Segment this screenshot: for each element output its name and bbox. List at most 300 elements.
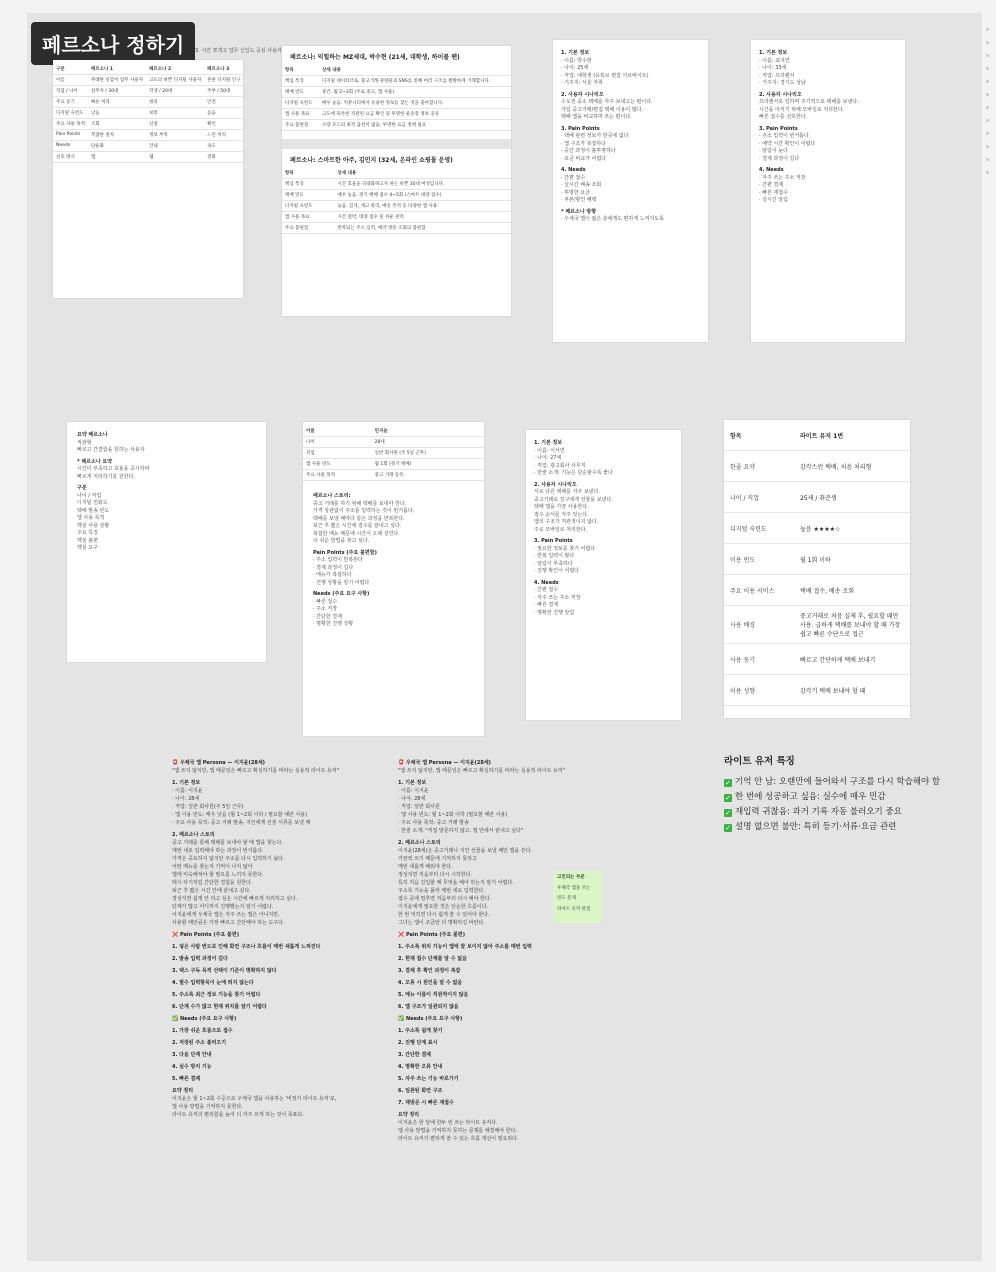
persona-basic-table: [303, 426, 484, 481]
text-line: 택배 앱을 비교하며 쓰는 편이다.: [561, 114, 632, 120]
table-cell: 주요 사용 목적: [53, 119, 88, 130]
text-line: · 빠른 재접수: [759, 189, 788, 196]
text-line: · 주소 입력이 번거롭다: [759, 133, 809, 139]
table-cell: 상세 내용: [334, 168, 511, 179]
text-line: · 메뉴가 복잡하다: [313, 572, 352, 578]
text-line: 5. 자주 쓰는 기능 바로가기: [398, 1076, 459, 1082]
text-line: 1. 넣은 사람 번도로 인해 화면 구조나 흐름이 매번 새롭게 느껴진다: [172, 944, 321, 950]
text-line: ✅ Needs (주요 요구 사항): [398, 1016, 463, 1022]
text-line: 6. 앱 구조가 일관되지 않음: [398, 1004, 459, 1010]
table-cell: 디지털 숙련도: [282, 201, 334, 212]
table-cell: 선호 방식: [53, 152, 88, 163]
text-line: 라이트 유저가 편하게 쓸 수 있는 흐름 개선이 필요하다.: [398, 1136, 519, 1142]
persona-summary-card-5[interactable]: [67, 422, 266, 662]
text-line: 📮 우체국 앱 Persona — 이지윤(28세): [398, 760, 491, 766]
text-line: · 우체국 앱이 젊은 층에게도 편하게 느껴지도록: [561, 216, 664, 222]
text-line: · 쿠폰/할인 혜택: [561, 197, 597, 203]
table-row: [282, 201, 511, 212]
table-cell: [724, 706, 794, 719]
text-line: 앱 사용 방법을 기억하지 못한다.: [172, 1104, 243, 1110]
table-cell: 페르소나 1: [88, 64, 146, 75]
text-line: 가끔씩 쓰기 때문에 기억하지 못하고: [398, 856, 477, 862]
text-line: 3. 다음 단계 안내: [172, 1052, 212, 1058]
check-icon: ✓: [725, 794, 731, 802]
text-line: 2. 사용자 시나리오: [534, 481, 577, 488]
text-line: · 이름: 이서연: [534, 447, 565, 454]
text-line: 수도권 중소 택배를 자주 보내고는 편이다.: [561, 99, 653, 105]
text-line: · 명확한 진행 상황: [313, 621, 354, 627]
text-line: 주요 특징: [77, 530, 98, 536]
table-cell: 혼한 디지털 인구: [204, 75, 243, 86]
text-line: 앱의 구조가 직관적이지 않다.: [534, 519, 599, 525]
table-cell: 이용 빈도: [724, 544, 794, 575]
table-cell: 민지윤: [372, 426, 484, 437]
table-cell: 정보 부족: [146, 130, 204, 141]
text-line: 1. 기본 정보: [398, 780, 427, 786]
text-line: · 택배 관련 정보가 한곳에 없다: [561, 133, 629, 139]
text-line: · 앱 사용 빈도: 월 1~2회 이하 (필요할 때만 사용): [398, 812, 508, 818]
text-line: · 알림이 부족하다: [534, 560, 573, 567]
text-line: 앱 사용 방법을 기억하지 못하는 문제를 해결해야 한다.: [398, 1128, 517, 1134]
table-row: [724, 482, 910, 513]
table-cell: 택배 접수, 배송 조회: [794, 575, 910, 606]
table-cell: 웹: [146, 152, 204, 163]
table-cell: 앱: [88, 152, 146, 163]
table-row: [303, 426, 484, 437]
text-line: 나이 / 직업: [77, 492, 102, 499]
table-cell: 월 1회 (정기 택배): [372, 459, 484, 470]
table-row: [282, 98, 511, 109]
table-cell: Needs: [53, 141, 88, 152]
table-cell: 핵심 특징: [282, 76, 319, 87]
table-cell: 앱 사용 목표: [282, 212, 334, 223]
text-line: 요약 페르소나: [77, 432, 108, 438]
text-line: · 진행 확인이 어렵다: [534, 568, 579, 574]
table-cell: 무례한 실감이 업무 사용자: [88, 75, 146, 86]
text-line: 2. 사용자 시나리오: [759, 91, 802, 98]
text-line: 요약 정리: [172, 1088, 194, 1094]
text-line: 3. 결제 후 확인 과정이 복잡: [398, 968, 461, 974]
text-line: 빠르게 처리하기를 원한다.: [77, 473, 135, 480]
table-row: [53, 108, 243, 119]
scroll-dots: [982, 0, 996, 1272]
persona-note-2[interactable]: [398, 755, 603, 1235]
check-icon: ✓: [725, 809, 731, 817]
table-cell: 항목: [282, 168, 334, 179]
text-line: 서로 다른 택배를 자주 보낸다.: [534, 489, 600, 495]
trait-text: 한 번에 성공하고 싶음: 실수에 매우 민감: [735, 792, 886, 802]
text-line: · 빠른 결제: [534, 602, 559, 608]
table-row: [282, 179, 511, 190]
text-line: 그녀는 앱이 조금만 더 명확하길 바란다.: [398, 920, 485, 926]
text-line: 사용할 때만큼은 가장 빠르고 간단해야 하는 도구다.: [172, 920, 285, 926]
table-cell: 사용 동기: [724, 644, 794, 675]
table-cell: 시간 절약, 대량 접수 및 쉬운 관리: [334, 212, 511, 223]
table-row: [282, 87, 511, 98]
text-line: · 이름: 이지윤: [172, 788, 203, 794]
persona-table-1: [282, 65, 511, 131]
text-line: · 자주 쓰는 주소 저장: [759, 174, 806, 181]
table-row: [724, 513, 910, 544]
text-line: 라이트 유저 관점: [557, 906, 591, 912]
text-line: 5. 주소록 최근 정보 기능을 찾기 어렵다: [172, 992, 261, 998]
table-cell: 중간. 월 2~3회 (주로 중고, 앱 사용): [319, 87, 511, 98]
persona-heading-2: 페르소나: 스마트한 아주, 김민지 (32세, 온라인 쇼핑몰 운영): [290, 157, 453, 164]
card1-heading: 3. 시간 쪼개고 업무 신입도 중심 사용자: [195, 48, 282, 54]
persona-text-card-3[interactable]: [553, 40, 708, 342]
text-line: 매번 새로 입력해야 하는 과정이 번거롭다.: [172, 848, 264, 854]
text-line: · 한줄 소개: "직접 방문하지 않고, 앱 안에서 끝내고 싶다": [398, 828, 524, 834]
text-line: · 이름: 박수현: [561, 57, 592, 64]
table-cell: 실무자 / 30대: [88, 86, 146, 97]
check-icon: ✓: [725, 779, 731, 787]
table-row: [724, 451, 910, 482]
table-cell: 주부 / 50대: [204, 86, 243, 97]
table-row: [282, 65, 511, 76]
text-line: 정성지면 쉽게 안 하고 싶은 시간에 빠르게 처리하고 싶다.: [172, 896, 298, 902]
text-line: · 이름: 최지연: [759, 57, 790, 64]
persona-text-card-7[interactable]: [526, 430, 681, 720]
text-line: 직관형: [77, 439, 92, 446]
text-line: · 거주지: 경기도 성남: [759, 80, 806, 86]
text-line: · 나이: 27세: [534, 455, 562, 461]
trait-text: 기억 안 남: 오랜만에 들어와서 구조를 다시 학습해야 함: [735, 777, 941, 787]
text-line: 1. 기본 정보: [561, 50, 590, 56]
text-line: 퇴근 후 짧은 시간 안에 끝내고 싶다.: [172, 888, 251, 894]
text-line: · 예약 시간 확인이 어렵다: [759, 140, 816, 147]
light-user-table: [724, 420, 910, 718]
text-line: Needs (주요 요구 사항): [313, 591, 370, 597]
table-cell: 편의: [146, 97, 204, 108]
text-line: 1. 기본 정보: [172, 780, 201, 786]
table-cell: 이름: [53, 75, 88, 86]
table-cell: 조회: [88, 119, 146, 130]
table-row: [282, 109, 511, 120]
text-line: 1. 주소록 쉽게 찾기: [398, 1028, 443, 1034]
table-row: [53, 75, 243, 86]
table-cell: 페르소나 2: [146, 64, 204, 75]
text-line: 주로 모바일로 처리한다.: [534, 526, 588, 533]
text-line: 5. 빠른 결제: [172, 1076, 201, 1082]
text-line: · 간편 결제: [759, 182, 784, 188]
text-line: · 간단한 결제: [313, 613, 342, 620]
text-line: · 주소 저장: [313, 606, 338, 612]
table-cell: [794, 706, 910, 719]
text-line: · 앱 구조가 복잡하다: [561, 140, 606, 147]
table-cell: 신청: [146, 119, 204, 130]
text-line: · 결제 과정이 길다: [759, 155, 800, 162]
text-line: 중고 거래를 하기 위해 택배를 보내야 한다.: [313, 500, 407, 507]
text-line: 핵심 불편: [77, 537, 98, 544]
table-row: [303, 437, 484, 448]
table-cell: 매우 높음. 정기 택배 접수 4~5회 (스마트 대량 접수): [334, 190, 511, 201]
table-cell: 디지털 숙련도: [724, 513, 794, 544]
table-cell: 빠르고 간단하게 택배 보내기: [794, 644, 910, 675]
text-line: * 페르소나 방향: [561, 208, 597, 215]
text-line: 3. 간단한 결제: [398, 1052, 432, 1058]
table-cell: 25세 / 취준생: [794, 482, 910, 513]
text-line: 가격 상관없이 주소를 입력하는 것이 번거롭다.: [313, 508, 415, 514]
text-line: 6. 단계 수가 많고 현재 위치를 알기 어렵다: [172, 1004, 267, 1010]
text-line: · 주요 사용 목적: 중고 거래 발송, 지인에게 선물 서류를 보낼 때: [172, 820, 311, 826]
table-row: [724, 544, 910, 575]
text-line: 앱 사용 목적: [77, 515, 105, 521]
sticky-title: 고민되는 부분: [557, 875, 585, 880]
table-cell: 나이 / 직업: [724, 482, 794, 513]
text-line: 더 쉬운 방법을 찾고 싶다.: [313, 538, 370, 544]
text-line: 4. 오류 시 원인을 알 수 없음: [398, 980, 463, 986]
text-line: · 한줄 소개: 기능은 단순할수록 좋다: [534, 470, 613, 476]
text-line: 라이트 유저의 편리함을 높여 더 자주 쓰게 하는 것이 목표다.: [172, 1112, 304, 1118]
table-cell: 한줄 요약: [724, 451, 794, 482]
table-cell: 복잡한 절차: [88, 130, 146, 141]
text-line: ❌ Pain Points (주요 불편): [172, 932, 239, 938]
text-line: · 간편 접수: [561, 174, 586, 181]
text-line: 가입 중고거래/편집 택배 이용이 많다.: [561, 106, 644, 113]
text-line: 접수 중에 멈추면 처음부터 다시 해야 한다.: [398, 896, 492, 902]
table-cell: 소량 모드의 최적 옵션이 없음, 투명한 요금 정책 필요: [319, 120, 511, 131]
table-row: [282, 168, 511, 179]
text-line: 가격은 중요하지 않지만 주소를 다시 입력하기 싫다.: [172, 856, 285, 862]
table-cell: 높음. 검색, 재고 관리, 배송 추적 등 다양한 앱 사용: [334, 201, 511, 212]
text-line: 4. 명확한 오류 안내: [398, 1064, 443, 1070]
table-row: [282, 190, 511, 201]
text-line: 한 번 익히면 다시 쉽게 쓸 수 있어야 한다.: [398, 912, 490, 918]
table-cell: 높음 ★★★★☆: [794, 513, 910, 544]
light-user-table-card[interactable]: [724, 420, 910, 718]
table-cell: 중고 거래 등록: [372, 470, 484, 481]
light-user-trait-item: [724, 820, 940, 832]
text-line: 택배를 보낼 때마다 같은 과정을 반복한다.: [313, 515, 405, 522]
text-line: 정성지면 처음부터 다시 시작한다.: [398, 872, 472, 878]
text-line: 퇴근 후 짧은 시간에 접수를 끝내고 싶다.: [313, 523, 402, 529]
text-line: 📮 우체국 앱 Persona — 이지윤(28세): [172, 760, 265, 766]
table-header-cell: 항목: [724, 420, 794, 451]
text-line: · 빠른 접수: [313, 598, 338, 605]
table-cell: 낮음: [88, 108, 146, 119]
text-line: 2. 발송 입력 과정이 길다: [172, 956, 228, 962]
table-cell: 안전: [204, 97, 243, 108]
text-line: · 직업: 일반 회사원: [398, 804, 440, 810]
table-cell: 항목: [282, 65, 319, 76]
text-line: 시간이 부족하고 효율을 중시하며: [77, 466, 150, 472]
table-cell: 페르소나 3: [204, 64, 243, 75]
table-cell: 안내: [146, 141, 204, 152]
text-line: "앱 쓰지 않지만, 앱 때문일은 빠르고 확실하기를 바라는 실용적 라이트 유저": [398, 768, 565, 774]
table-row: [282, 223, 511, 234]
table-cell: Pain Points: [53, 130, 88, 141]
text-line: · 명확한 진행 알림: [534, 609, 575, 616]
text-line: 3. Pain Points: [759, 125, 798, 132]
table-cell: 감각스런 택배, 처음 처리형: [794, 451, 910, 482]
table-cell: 주요 사용 목적: [303, 470, 372, 481]
table-cell: 높음: [204, 108, 243, 119]
text-line: 매번 새롭게 배워야 한다.: [398, 864, 453, 870]
text-line: · 나이: 28세: [172, 796, 200, 802]
text-line: 프리랜서로 일하며 주기적으로 택배를 보낸다.: [759, 99, 859, 105]
text-line: 시간을 아끼기 위해 모바일로 처리한다.: [759, 106, 845, 113]
table-cell: 주요 이용 서비스: [724, 575, 794, 606]
text-line: · 직업: 대학생 (유튜브 편집 아르바이트): [561, 72, 649, 79]
text-line: 요약 정리: [398, 1112, 420, 1118]
table-row: [303, 448, 484, 459]
table-row: [724, 706, 910, 719]
table-cell: 구분: [53, 64, 88, 75]
text-line: 빠르고 간결함을 원하는 사용자: [77, 447, 145, 453]
table-cell: 보통: [146, 108, 204, 119]
text-line: · 직업: 일반 회사원(주 5일 근무): [172, 804, 244, 810]
table-row: [53, 130, 243, 141]
text-line: 2. 페르소나 스토리: [398, 840, 441, 846]
table-cell: 이용 성향: [724, 675, 794, 706]
persona-comparison-table: [53, 64, 243, 163]
table-cell: 빠른 처리: [88, 97, 146, 108]
text-line: · 앱 이용 빈도: 매우 낮음 (월 1~2회 이하 / 필요할 때만 사용): [172, 812, 308, 818]
text-line: · 직업: 광고회사 사무직: [534, 462, 586, 469]
text-line: 주소록 기능을 몰라 매번 새로 입력한다.: [398, 888, 485, 894]
table-header-row: [724, 420, 910, 451]
text-line: · 자주 쓰는 주소 저장: [534, 594, 581, 601]
persona-text-card-4[interactable]: [751, 40, 905, 342]
text-line: 3. Pain Points: [561, 125, 600, 132]
text-line: ✅ Needs (주요 요구 사항): [172, 1016, 237, 1022]
table-cell: 감각기 택배 보내야 할 때: [794, 675, 910, 706]
text-line: · 주소 입력이 반복된다: [313, 557, 363, 563]
text-line: · 이름: 이지윤: [398, 788, 429, 794]
light-user-trait-item: [724, 790, 940, 802]
table-row: [282, 212, 511, 223]
text-line: · 반복 입력이 많다: [534, 553, 575, 559]
text-line: 이지윤은 월 1~2회 수준으로 우체국 앱을 사용하는 '비정기 라이트 유저'로,: [172, 1096, 337, 1102]
text-line: 복잡한 메뉴 때문에 시간이 오래 걸린다.: [313, 530, 400, 537]
table-cell: 학생 / 20대: [146, 86, 204, 97]
table-cell: 디지털 숙련도: [282, 98, 319, 109]
text-line: 특히 처음 진입할 때 무엇을 해야 하는지 알기 어렵다.: [398, 880, 514, 886]
table-row: [303, 470, 484, 481]
text-line: 1. 가장 쉬운 흐름으로 접수: [172, 1028, 233, 1034]
table-cell: 택배 빈도: [282, 190, 334, 201]
table-cell: 핵심 특징: [282, 179, 334, 190]
table-row: [724, 675, 910, 706]
table-cell: 상세 내용: [319, 65, 511, 76]
table-cell: 고도에 독특한 직관된 요금 확인 및 투명한 운송장 정보 공유: [319, 109, 511, 120]
table-row: [53, 141, 243, 152]
trait-text: 설명 없으면 불안: 특히 등기·서류·요금 관련: [735, 822, 897, 832]
table-cell: 주요 불편점: [282, 120, 319, 131]
text-line: 이지윤은 한 달에 한두 번 쓰는 라이트 유저다.: [398, 1120, 498, 1126]
table-cell: 느린 처리: [204, 130, 243, 141]
persona-detail-card-2[interactable]: [282, 46, 511, 316]
text-line: 4. Needs: [561, 167, 586, 173]
persona-table-2: [282, 168, 511, 234]
text-line: 2. 사용자 시나리오: [561, 91, 604, 98]
persona-story-card-6[interactable]: [303, 422, 484, 736]
text-line: 우체국 앱을 쓰는: [557, 885, 591, 891]
text-line: 택배 발송 빈도: [77, 507, 110, 514]
text-line: 5. 메뉴 이름이 직관적이지 않음: [398, 992, 469, 998]
persona-heading-1: 페르소나: 익힐하는 MZ세대, 박수현 (21세, 대학생, 하이볼 팬): [290, 54, 460, 61]
text-line: · 직업: 프리랜서: [759, 72, 795, 79]
text-line: 6. 일관된 화면 구조: [398, 1088, 443, 1094]
text-line: 7. 재방문 시 빠른 재접수: [398, 1100, 454, 1106]
text-line: 3. Pain Points: [534, 538, 573, 544]
text-line: · 나이: 33세: [759, 65, 787, 71]
persona-table-card-1[interactable]: [53, 60, 243, 298]
text-line: 2. 현재 접수 단계를 알 수 없음: [398, 956, 467, 962]
text-line: · 주요 사용 목적: 중고 거래 발송: [398, 820, 469, 826]
text-line: 핵심 요구: [77, 545, 98, 551]
text-line: 페르소나 스토리:: [313, 493, 351, 499]
persona-note-1[interactable]: [172, 755, 382, 1235]
table-row: [53, 152, 243, 163]
text-line: · 실시간 알림: [759, 197, 788, 203]
table-row: [53, 86, 243, 97]
text-line: · 나이: 25세: [561, 65, 589, 71]
table-cell: 전화: [204, 152, 243, 163]
table-cell: 주요 동기: [53, 97, 88, 108]
light-user-title: 라이트 유저 특징: [724, 756, 795, 767]
table-cell: 반복되는 주소 입력, 예약 방문 조회의 불편함: [334, 223, 511, 234]
text-line: · 간편 접수: [534, 587, 559, 593]
table-row: [53, 97, 243, 108]
text-line: 단계가 많고 어디까지 진행했는지 알기 어렵다.: [172, 904, 274, 910]
text-line: · 투명한 요금: [561, 189, 590, 196]
text-line: 2. 페르소나 스토리: [172, 832, 215, 838]
text-line: 중고 거래를 통해 택배를 보내야 할 때 앱을 찾는다.: [172, 840, 283, 846]
table-row: [282, 76, 511, 87]
table-cell: 월 1회 이하: [794, 544, 910, 575]
text-line: 빠른 접수를 선호한다.: [759, 114, 808, 120]
table-cell: 주요 불편점: [282, 223, 334, 234]
table-cell: 단순화: [88, 141, 146, 152]
text-line: 디지털 친화도: [77, 500, 108, 506]
table-cell: 앱 사용 빈도: [303, 459, 372, 470]
text-line: 4. Needs: [759, 167, 784, 173]
text-line: * 페르소나 요약: [77, 458, 113, 465]
board-title[interactable]: 페르소나 정하기: [31, 22, 195, 65]
table-cell: 시간 효율을 극대화하고자 하는 바쁜 30대 여성입니다.: [334, 179, 511, 190]
text-line: · 요금 비교가 어렵다: [561, 155, 606, 162]
sticky-note[interactable]: [553, 871, 601, 923]
table-cell: 매우 높음. 커뮤니티에서 유용한 정보를 찾는 것을 좋아합니다.: [319, 98, 511, 109]
table-cell: 직업 / 나이: [53, 86, 88, 97]
table-cell: 속도: [204, 141, 243, 152]
text-line: ❌ Pain Points (주요 불편): [398, 932, 465, 938]
text-line: 중고거래로 친구에게 선물을 보낸다.: [534, 496, 613, 503]
text-line: 접수 순서를 자주 잊는다.: [534, 511, 589, 518]
light-user-traits[interactable]: [724, 753, 940, 835]
text-line: 4. 필수 입력항목이 눈에 띄지 않는다: [172, 980, 254, 986]
text-line: 택배 앱을 가끔 사용한다.: [534, 504, 589, 510]
text-line: · 결제 과정이 길다: [313, 564, 354, 571]
text-line: · 중간 과정이 불투명하다: [561, 148, 616, 154]
text-line: 1. 기본 정보: [759, 50, 788, 56]
table-cell: 앱 사용 목표: [282, 109, 319, 120]
table-cell: 디지털 숙련도: [53, 108, 88, 119]
text-line: 1. 주소록 위치 기능이 앱에 잘 보이지 않아 주소를 매번 입력: [398, 944, 532, 950]
table-row: [303, 459, 484, 470]
table-cell: 디지털 네이티브로, 중고거래·중량물과 SNS를 통해 여러 구조를 활발하게 거래합니다.: [319, 76, 511, 87]
table-row: [724, 644, 910, 675]
text-line: "앱 쓰지 않지만, 앱 때문일은 빠르고 확실하기를 바라는 실용적 라이트 유저": [172, 768, 339, 774]
table-cell: 확인: [204, 119, 243, 130]
table-header-cell: 라이트 유저 1번: [794, 420, 910, 451]
text-line: Pain Points (주요 불편함): [313, 549, 377, 556]
text-line: 어떤 메뉴를 찾는지 기억이 나지 않아: [172, 864, 253, 870]
text-line: · 알림이 늦다: [759, 148, 788, 154]
table-cell: 사용 배경: [724, 606, 794, 644]
table-cell: 28세: [372, 437, 484, 448]
